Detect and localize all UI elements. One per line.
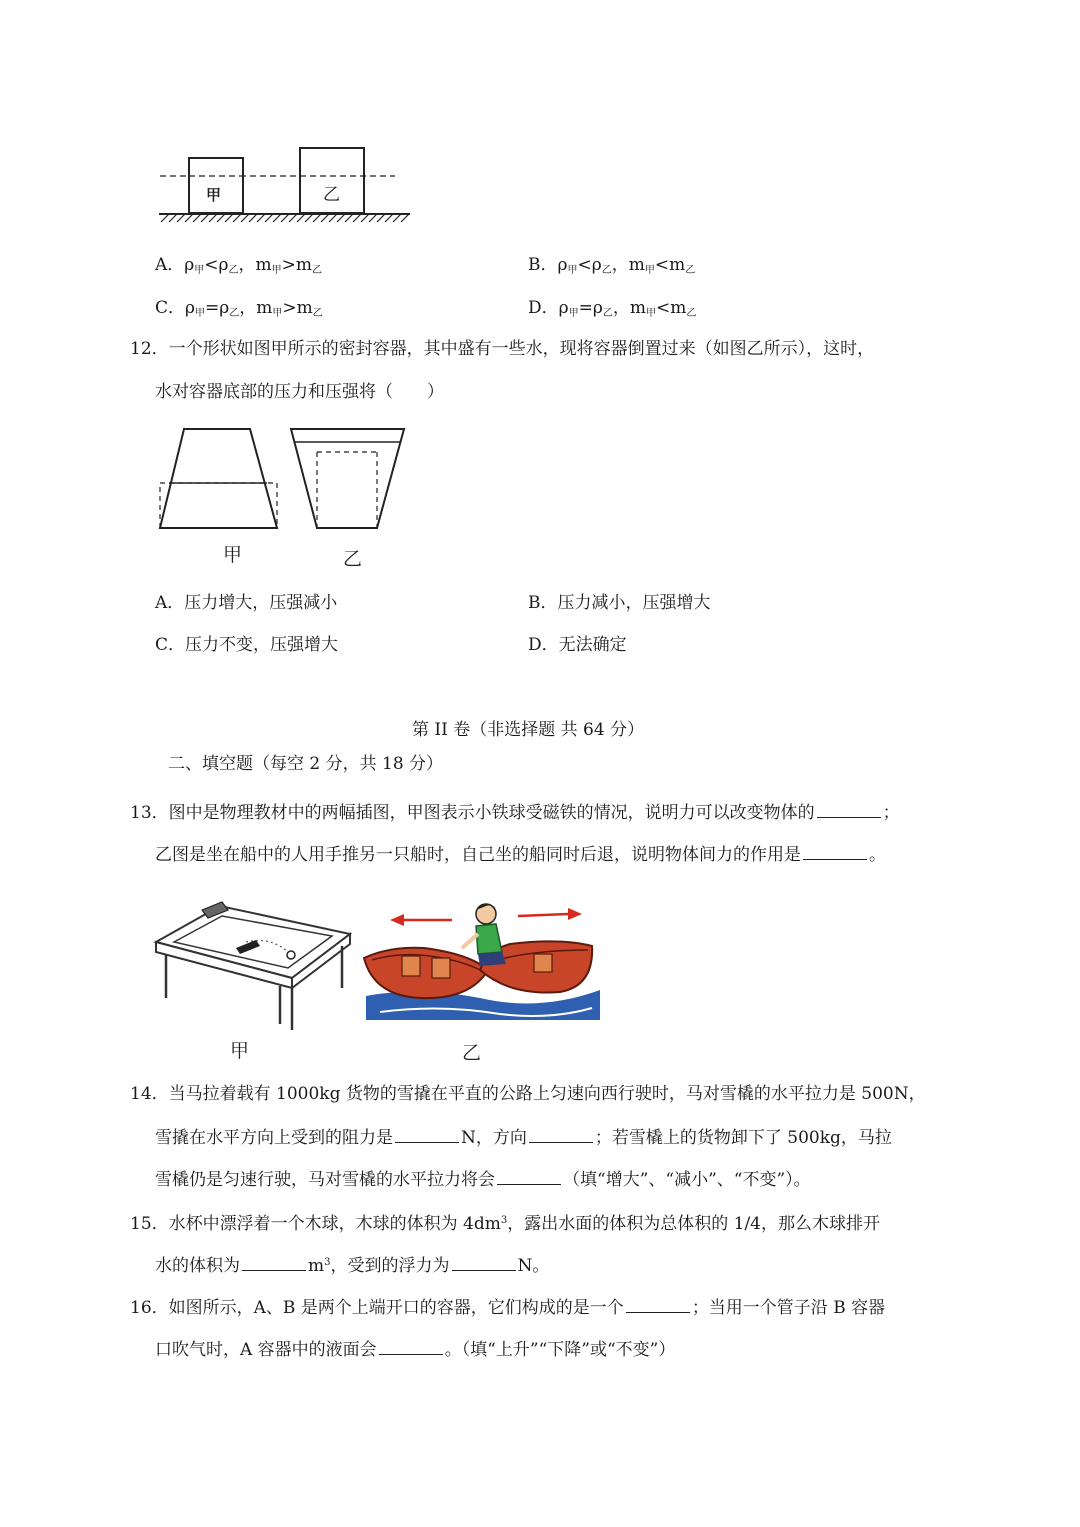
q12-option-b[interactable]: B．压力减小，压强增大 xyxy=(528,593,711,613)
q11-option-a[interactable]: A．$\rho_甲<\rho_乙$，$m_甲>m_乙$ xyxy=(155,255,323,276)
q14-stem-line2: 雪撬在水平方向上受到的阻力是 N，方向 ；若雪橇上的货物卸下了 500kg，马拉 xyxy=(155,1124,892,1150)
q14-blank-3[interactable] xyxy=(497,1166,561,1185)
q11-diagram xyxy=(155,140,415,230)
q15-blank-2[interactable] xyxy=(452,1252,516,1271)
q11-option-d[interactable]: D．$\rho_甲=\rho_乙$，$m_甲<m_乙$ xyxy=(528,298,697,319)
section-subtitle: 二、填空题（每空 2 分，共 18 分） xyxy=(168,754,444,774)
q12-diagram xyxy=(155,424,415,534)
q14-stem-line3: 雪橇仍是匀速行驶，马对雪橇的水平拉力将会 （填“增大”、“减小”、“不变”）。 xyxy=(155,1166,811,1192)
q12-option-c[interactable]: C．压力不变，压强增大 xyxy=(155,635,339,655)
q16-stem-line2: 口吹气时，A 容器中的液面会 。（填“上升”“下降”或“不变”） xyxy=(155,1336,675,1362)
q13-blank-1[interactable] xyxy=(817,799,881,818)
q11-option-b[interactable]: B．$\rho_甲<\rho_乙$，$m_甲<m_乙$ xyxy=(528,255,696,276)
q13-stem-line1: 13．图中是物理教材中的两幅插图，甲图表示小铁球受磁铁的情况，说明力可以改变物体的 ； xyxy=(130,799,900,825)
section-title: 第 II 卷（非选择题 共 64 分） xyxy=(412,720,645,740)
q12-caption-b: 乙 xyxy=(343,548,363,570)
q12-caption-a: 甲 xyxy=(223,544,243,566)
q14-blank-1[interactable] xyxy=(395,1124,459,1143)
q13-boats-illustration xyxy=(360,900,605,1030)
q16-blank-2[interactable] xyxy=(379,1336,443,1355)
q13-caption-b: 乙 xyxy=(462,1042,482,1064)
q13-blank-2[interactable] xyxy=(803,841,867,860)
q12-stem-line2: 水对容器底部的压力和压强将（ ） xyxy=(155,382,444,402)
q15-stem-line2: 水的体积为 $m^3$，受到的浮力为 N。 xyxy=(155,1251,549,1278)
q13-table-illustration xyxy=(152,896,357,1031)
q15-blank-1[interactable] xyxy=(242,1252,306,1271)
q12-option-a[interactable]: A．压力增大，压强减小 xyxy=(155,593,338,613)
q11-label-b: 乙 xyxy=(323,185,340,205)
q16-stem-line1: 16．如图所示，A、B 是两个上端开口的容器，它们构成的是一个 ；当用一个管子沿 B 容器 xyxy=(130,1294,885,1320)
q11-label-a: 甲 xyxy=(206,186,222,204)
q14-blank-2[interactable] xyxy=(529,1124,593,1143)
q14-stem-line1: 14．当马拉着载有 1000kg 货物的雪撬在平直的公路上匀速向西行驶时，马对雪橇的水平拉力是 500N， xyxy=(130,1084,926,1104)
q15-stem-line1: 15．水杯中漂浮着一个木球，木球的体积为 $4dm^3$，露出水面的体积为总体积的 1/4，那么木球排开 xyxy=(130,1214,880,1234)
q13-caption-a: 甲 xyxy=(230,1040,250,1062)
q11-option-c[interactable]: C．$\rho_甲=\rho_乙$，$m_甲>m_乙$ xyxy=(155,298,323,319)
q16-blank-1[interactable] xyxy=(626,1294,690,1313)
q13-stem-line2: 乙图是坐在船中的人用手推另一只船时，自己坐的船同时后退，说明物体间力的作用是 。 xyxy=(155,841,886,867)
q12-option-d[interactable]: D．无法确定 xyxy=(528,635,627,655)
q12-stem-line1: 12．一个形状如图甲所示的密封容器，其中盛有一些水，现将容器倒置过来（如图乙所示），这时， xyxy=(130,339,875,359)
